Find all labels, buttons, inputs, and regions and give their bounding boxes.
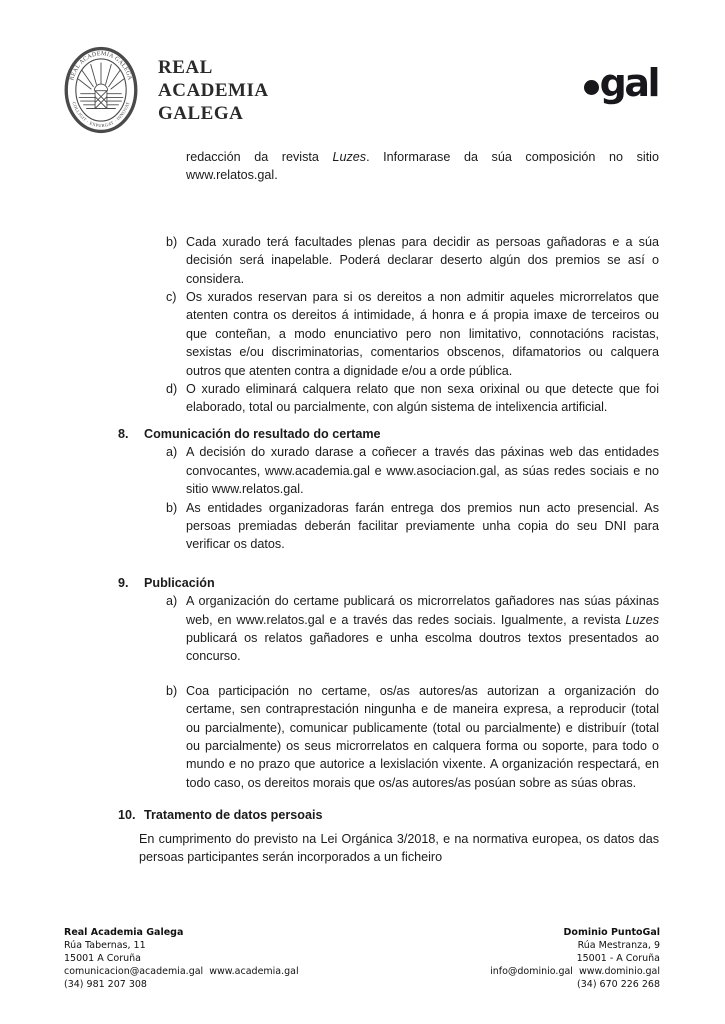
footer-address-line: Rúa Tabernas, 11	[64, 940, 146, 951]
section-10	[118, 806, 659, 866]
puntogal-logo	[584, 61, 658, 105]
org-name-line: REAL	[158, 56, 213, 78]
section-number: 9.	[118, 575, 129, 590]
item-text: Coa participación no certame, os/as autores/as autorizan a organización do certame, sen contraprestación ningunha e de maneira expresa, a reproducir (total ou parcialmente), comunicar publicamente (total ou parcialmente) e distribuír (total ou parcialmente) os seus microrrelatos en calquera forma ou soporte, para todo o mundo e no prazo que autorice a lexislación vixente. A organización respectará, en todo caso, os dereitos morais que os/as autores/as posúan sobre as súas obras.	[186, 683, 659, 790]
gal-logo-text: gal	[599, 61, 658, 105]
item-text: publicará os relatos gañadores e unha escolma doutros textos presentados ao concurso.	[186, 630, 659, 664]
footer-phone: (34) 670 226 268	[577, 979, 660, 990]
footer-phone: (34) 981 207 308	[64, 979, 147, 990]
section-number: 8.	[118, 426, 129, 441]
list-item-b	[118, 233, 659, 288]
list-item-b	[118, 682, 659, 792]
intro-text: redacción da revista	[186, 150, 333, 164]
section-10-heading	[118, 806, 659, 824]
gal-dot-icon	[584, 80, 599, 95]
item-text: O xurado eliminará calquera relato que non sexa orixinal ou que detecte que foi elaborado, total ou parcialmente, con algún sistema de intelixencia artificial.	[186, 382, 659, 415]
list-item-a	[118, 443, 659, 498]
item-marker: d)	[166, 382, 178, 397]
seal-top-text: REAL ACADEMIA GALEGA	[69, 51, 133, 82]
footer-org-name: Dominio PuntoGal	[563, 927, 660, 938]
section-title: Comunicación do resultado do certame	[144, 426, 381, 441]
document-body	[118, 148, 659, 866]
org-name-line: GALEGA	[158, 102, 244, 124]
seal-bottom-text: COLLIGIT · EXPURGAT · INNOVAT	[71, 101, 131, 129]
section-9	[118, 574, 659, 792]
footer-org-name: Real Academia Galega	[64, 927, 184, 938]
page-header	[64, 46, 660, 134]
item-text: A organización do certame publicará os microrrelatos gañadores nas súas páxinas web, en www.relatos.gal e a través das redes sociais. Igualmente, a revista	[186, 594, 659, 627]
list-item-b	[118, 499, 659, 554]
footer-address-line: 15001 A Coruña	[64, 953, 141, 964]
list-item-a	[118, 592, 659, 666]
section-8-heading	[118, 425, 659, 443]
footer-address-line: Rúa Mestranza, 9	[577, 940, 660, 951]
item-marker: c)	[166, 290, 177, 305]
item-marker: a)	[166, 594, 178, 609]
rag-seal-icon	[64, 46, 138, 134]
intro-paragraph	[186, 148, 659, 185]
item-marker: b)	[166, 500, 178, 515]
intro-text: . Informarase da súa composición no sitio www.relatos.gal.	[186, 150, 659, 183]
list-item-c	[118, 288, 659, 380]
section-9-heading	[118, 574, 659, 592]
list-item-d	[118, 380, 659, 417]
org-name-line: ACADEMIA	[158, 79, 269, 101]
footer-rag-contact	[64, 926, 299, 991]
item-text: Cada xurado terá facultades plenas para decidir as persoas gañadoras e a súa decisión será inapelable. Poderá declarar deserto algún dos premios se así o considera.	[186, 234, 659, 286]
item-marker: a)	[166, 445, 178, 460]
section-title: Publicación	[144, 575, 215, 590]
header-left	[64, 46, 269, 134]
section-10-paragraph: En cumprimento do previsto na Lei Orgánica 3/2018, e na normativa europea, os datos das persoas participantes serán incorporados a un ficheiro	[139, 831, 659, 864]
item-text: As entidades organizadoras farán entrega dos premios nun acto presencial. As persoas premiadas deberán facilitar previamente unha copia do seu DNI para verificar os datos.	[186, 500, 659, 552]
footer-contact-line: info@dominio.gal www.dominio.gal	[490, 966, 660, 977]
magazine-name: Luzes	[625, 612, 659, 627]
section-title: Tratamento de datos persoais	[144, 808, 323, 823]
footer-puntogal-contact	[490, 926, 660, 991]
section-8	[118, 425, 659, 554]
section-number: 10.	[118, 808, 136, 823]
footer-address-line: 15001 - A Coruña	[576, 953, 660, 964]
item-text: Os xurados reservan para si os dereitos a non admitir aqueles microrrelatos que atenten contra os dereitos á intimidade, á honra e á propia imaxe de terceiros ou que conteñan, a modo enunciativo pero non limitativo, connotacións racistas, sexistas e/ou discriminatorias, comentarios obscenos, difamatorios ou calquera outros que atenten contra a dignidade e/ou a orde pública.	[186, 290, 659, 378]
magazine-name: Luzes	[332, 150, 367, 164]
item-marker: b)	[166, 683, 178, 698]
item-marker: b)	[166, 234, 178, 249]
item-text: A decisión do xurado darase a coñecer a través das páxinas web das entidades convocantes, www.academia.gal e www.asociacion.gal, as súas redes sociais e no sitio www.relatos.gal.	[186, 445, 659, 497]
seal-emblem	[78, 63, 124, 109]
footer-contact-line: comunicacion@academia.gal www.academia.gal	[64, 966, 299, 977]
page-footer	[64, 926, 660, 991]
org-name	[158, 56, 269, 125]
